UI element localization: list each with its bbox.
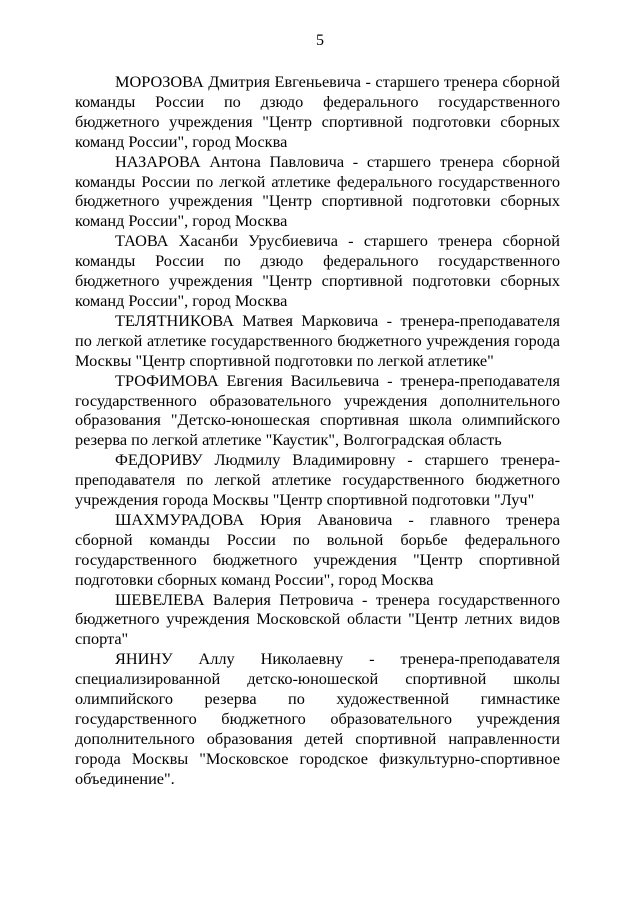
- list-item-shevelev: ШЕВЕЛЕВА Валерия Петровича - тренера государственного бюджетного учреждения Московской области "Центр летних видов спорта": [75, 589, 560, 649]
- page-number: 5: [316, 32, 324, 49]
- list-item-morozov: МОРОЗОВА Дмитрия Евгеньевича - старшего тренера сборной команды России по дзюдо федерального государственного бюджетного учреждения "Центр спортивной подготовки сборных команд России", город Москва: [75, 72, 560, 151]
- list-item-shakhmuradov: ШАХМУРАДОВА Юрия Авановича - главного тренера сборной команды России по вольной борьбе федерального государственного бюджетного учреждения "Центр спортивной подготовки сборных команд России", город Москва: [75, 509, 560, 589]
- list-item-fedoriva: ФЕДОРИВУ Людмилу Владимировну - старшего тренера-преподавателя по легкой атлетике государственного бюджетного учреждения города Москвы "Центр спортивной подготовки "Луч": [75, 450, 560, 510]
- award-list: [75, 72, 560, 789]
- list-item-telyatnikov: ТЕЛЯТНИКОВА Матвея Марковича - тренера-преподавателя по легкой атлетике государственного бюджетного учреждения города Москвы "Центр спортивной подготовки по легкой атлетике": [75, 310, 560, 370]
- list-item-taov: ТАОВА Хасанби Урусбиевича - старшего тренера сборной команды России по дзюдо федерального государственного бюджетного учреждения "Центр спортивной подготовки сборных команд России", город Москва: [75, 231, 560, 310]
- list-item-trofimov: ТРОФИМОВА Евгения Васильевича - тренера-преподавателя государственного образовательного учреждения дополнительного образования "Детско-юношеская спортивная школа олимпийского резерва по легкой атлетике "Каустик", Волгоградская область: [75, 370, 560, 450]
- list-item-yanina: ЯНИНУ Аллу Николаевну - тренера-преподавателя специализированной детско-юношеской спортивной школы олимпийского резерва по художественной гимнастике государственного бюджетного образовательного учреждения дополнительного образования детей спортивной направленности города Москвы "Московское городское физкультурно-спортивное объединение".: [75, 649, 560, 788]
- list-item-nazarov: НАЗАРОВА Антона Павловича - старшего тренера сборной команды России по легкой атлетике федерального государственного бюджетного учреждения "Центр спортивной подготовки сборных команд России", город Москва: [75, 151, 560, 231]
